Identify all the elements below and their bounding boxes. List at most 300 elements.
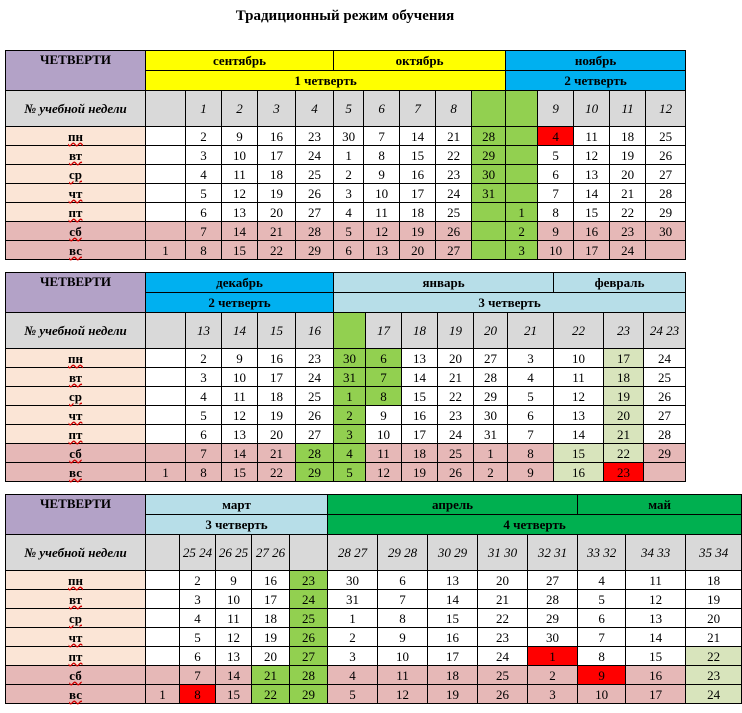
date-cell: 7 xyxy=(508,425,554,444)
date-cell: 20 xyxy=(400,241,436,260)
date-cell: 28 xyxy=(290,666,328,685)
date-cell: 13 xyxy=(626,609,686,628)
week-number: 21 xyxy=(508,313,554,349)
date-cell: 13 xyxy=(428,571,478,590)
date-cell: 26 xyxy=(478,685,528,704)
week-number: 27 26 xyxy=(252,535,290,571)
week-number xyxy=(506,91,538,127)
date-cell xyxy=(146,146,186,165)
date-cell xyxy=(146,609,180,628)
date-cell: 18 xyxy=(610,127,646,146)
date-cell: 21 xyxy=(478,590,528,609)
week-number: 28 27 xyxy=(328,535,378,571)
page-title: Традиционный режим обучения xyxy=(235,8,455,24)
date-cell: 14 xyxy=(400,127,436,146)
date-cell: 6 xyxy=(334,241,364,260)
date-cell: 5 xyxy=(186,406,222,425)
date-cell: 22 xyxy=(258,463,296,482)
date-cell: 16 xyxy=(402,406,438,425)
date-cell: 2 xyxy=(328,628,378,647)
date-cell: 6 xyxy=(180,647,216,666)
date-cell xyxy=(146,127,186,146)
date-cell: 18 xyxy=(428,666,478,685)
week-number xyxy=(146,535,180,571)
quarter-4: 4 четверть xyxy=(328,515,742,535)
date-cell: 6 xyxy=(378,571,428,590)
date-cell: 14 xyxy=(222,444,258,463)
date-cell xyxy=(146,444,186,463)
month-november: ноябрь xyxy=(506,51,686,71)
day-of-week-label: пн xyxy=(6,349,146,368)
day-row xyxy=(6,203,686,222)
date-cell: 7 xyxy=(578,628,626,647)
date-cell: 8 xyxy=(508,444,554,463)
date-cell: 9 xyxy=(222,349,258,368)
week-number: 11 xyxy=(610,91,646,127)
day-row xyxy=(6,146,686,165)
date-cell: 5 xyxy=(180,628,216,647)
date-cell: 21 xyxy=(258,444,296,463)
date-cell: 7 xyxy=(186,444,222,463)
date-cell: 15 xyxy=(400,146,436,165)
date-cell xyxy=(146,590,180,609)
date-cell: 23 xyxy=(610,222,646,241)
date-cell: 2 xyxy=(186,127,222,146)
date-cell: 2 xyxy=(186,349,222,368)
date-cell: 12 xyxy=(626,590,686,609)
week-number: 33 32 xyxy=(578,535,626,571)
date-cell: 6 xyxy=(186,425,222,444)
date-cell: 28 xyxy=(474,368,508,387)
calendar-block-2 xyxy=(5,272,685,482)
week-number: 12 xyxy=(646,91,686,127)
date-cell: 25 xyxy=(646,127,686,146)
date-cell: 1 xyxy=(506,203,538,222)
week-number: 34 33 xyxy=(626,535,686,571)
date-cell: 2 xyxy=(528,666,578,685)
quarter-1: 1 четверть xyxy=(146,71,506,91)
date-cell: 6 xyxy=(538,165,574,184)
date-cell: 20 xyxy=(438,349,474,368)
week-number-label: № учебной недели xyxy=(6,91,146,127)
date-cell: 5 xyxy=(538,146,574,165)
date-cell: 5 xyxy=(334,222,364,241)
date-cell: 29 xyxy=(528,609,578,628)
date-cell: 20 xyxy=(258,425,296,444)
date-cell: 11 xyxy=(216,609,252,628)
week-number: 1 xyxy=(186,91,222,127)
date-cell: 22 xyxy=(252,685,290,704)
week-number: 3 xyxy=(258,91,296,127)
date-cell: 8 xyxy=(180,685,216,704)
date-cell: 23 xyxy=(478,628,528,647)
date-cell: 3 xyxy=(186,368,222,387)
date-cell: 21 xyxy=(604,425,644,444)
date-cell: 25 xyxy=(436,203,472,222)
date-cell: 23 xyxy=(686,666,742,685)
date-cell: 9 xyxy=(378,628,428,647)
date-cell xyxy=(646,241,686,260)
date-cell: 19 xyxy=(258,406,296,425)
date-cell: 11 xyxy=(222,387,258,406)
date-cell: 19 xyxy=(258,184,296,203)
date-cell xyxy=(146,184,186,203)
day-row xyxy=(6,184,686,203)
day-of-week-label: чт xyxy=(6,628,146,647)
day-row xyxy=(6,406,686,425)
date-cell: 24 xyxy=(290,590,328,609)
date-cell: 19 xyxy=(428,685,478,704)
date-cell: 26 xyxy=(646,146,686,165)
date-cell: 17 xyxy=(402,425,438,444)
month-may: май xyxy=(578,495,742,515)
day-row xyxy=(6,444,686,463)
date-cell: 13 xyxy=(364,241,400,260)
date-cell: 19 xyxy=(252,628,290,647)
date-cell xyxy=(146,425,186,444)
day-of-week-label: вс xyxy=(6,241,146,260)
date-cell: 23 xyxy=(296,127,334,146)
week-number: 8 xyxy=(436,91,472,127)
date-cell: 7 xyxy=(186,222,222,241)
date-cell: 20 xyxy=(604,406,644,425)
date-cell: 9 xyxy=(508,463,554,482)
date-cell: 13 xyxy=(574,165,610,184)
date-cell: 25 xyxy=(290,609,328,628)
date-cell: 12 xyxy=(222,406,258,425)
day-of-week-label: пн xyxy=(6,571,146,590)
date-cell: 10 xyxy=(378,647,428,666)
day-row xyxy=(6,349,686,368)
date-cell: 17 xyxy=(626,685,686,704)
date-cell: 28 xyxy=(528,590,578,609)
week-number: 31 30 xyxy=(478,535,528,571)
date-cell xyxy=(146,571,180,590)
date-cell: 29 xyxy=(296,463,334,482)
month-april: апрель xyxy=(328,495,578,515)
date-cell: 24 xyxy=(438,425,474,444)
date-cell: 1 xyxy=(334,146,364,165)
date-cell xyxy=(146,628,180,647)
date-cell: 6 xyxy=(366,349,402,368)
date-cell: 1 xyxy=(334,387,366,406)
date-cell: 14 xyxy=(216,666,252,685)
date-cell: 28 xyxy=(296,444,334,463)
date-cell: 24 xyxy=(436,184,472,203)
date-cell: 4 xyxy=(186,387,222,406)
date-cell: 11 xyxy=(574,127,610,146)
week-number: 18 xyxy=(402,313,438,349)
week-number: 13 xyxy=(186,313,222,349)
month-february: февраль xyxy=(554,273,686,293)
date-cell: 10 xyxy=(538,241,574,260)
date-cell xyxy=(146,349,186,368)
date-cell: 23 xyxy=(296,349,334,368)
day-of-week-label: вс xyxy=(6,685,146,704)
day-row xyxy=(6,647,742,666)
date-cell: 20 xyxy=(252,647,290,666)
date-cell: 17 xyxy=(258,368,296,387)
date-cell: 26 xyxy=(438,463,474,482)
date-cell: 19 xyxy=(604,387,644,406)
date-cell: 11 xyxy=(222,165,258,184)
day-row xyxy=(6,666,742,685)
date-cell xyxy=(506,184,538,203)
date-cell: 2 xyxy=(474,463,508,482)
day-of-week-label: сб xyxy=(6,444,146,463)
date-cell: 9 xyxy=(364,165,400,184)
date-cell: 10 xyxy=(366,425,402,444)
week-number: 9 xyxy=(538,91,574,127)
chetverti-label: ЧЕТВЕРТИ xyxy=(6,273,146,313)
date-cell: 8 xyxy=(364,146,400,165)
date-cell xyxy=(472,203,506,222)
date-cell: 27 xyxy=(474,349,508,368)
date-cell: 17 xyxy=(252,590,290,609)
date-cell xyxy=(146,406,186,425)
date-cell: 17 xyxy=(428,647,478,666)
week-number-label: № учебной недели xyxy=(6,535,146,571)
date-cell: 4 xyxy=(334,444,366,463)
day-row xyxy=(6,165,686,184)
quarter-3: 3 четверть xyxy=(146,515,328,535)
week-number xyxy=(146,313,186,349)
calendar-block-1 xyxy=(5,50,685,260)
day-row xyxy=(6,628,742,647)
day-row xyxy=(6,387,686,406)
date-cell: 21 xyxy=(686,628,742,647)
date-cell: 29 xyxy=(472,146,506,165)
date-cell: 24 xyxy=(610,241,646,260)
date-cell: 27 xyxy=(296,203,334,222)
week-number: 6 xyxy=(364,91,400,127)
date-cell: 16 xyxy=(428,628,478,647)
date-cell: 7 xyxy=(364,127,400,146)
date-cell: 12 xyxy=(554,387,604,406)
date-cell: 30 xyxy=(528,628,578,647)
calendar-table-2 xyxy=(5,272,686,482)
date-cell: 22 xyxy=(478,609,528,628)
date-cell: 12 xyxy=(364,222,400,241)
date-cell: 5 xyxy=(328,685,378,704)
date-cell: 27 xyxy=(436,241,472,260)
week-number: 26 25 xyxy=(216,535,252,571)
date-cell: 22 xyxy=(610,203,646,222)
date-cell xyxy=(146,647,180,666)
date-cell xyxy=(506,146,538,165)
day-row xyxy=(6,368,686,387)
date-cell: 29 xyxy=(646,203,686,222)
date-cell: 24 xyxy=(686,685,742,704)
date-cell: 5 xyxy=(508,387,554,406)
date-cell: 21 xyxy=(258,222,296,241)
date-cell: 28 xyxy=(646,184,686,203)
week-number: 7 xyxy=(400,91,436,127)
week-number: 2 xyxy=(222,91,258,127)
day-of-week-label: пт xyxy=(6,647,146,666)
date-cell: 27 xyxy=(644,406,686,425)
date-cell: 25 xyxy=(438,444,474,463)
week-number: 20 xyxy=(474,313,508,349)
date-cell: 3 xyxy=(334,425,366,444)
date-cell: 3 xyxy=(508,349,554,368)
date-cell: 8 xyxy=(366,387,402,406)
date-cell: 22 xyxy=(438,387,474,406)
date-cell: 7 xyxy=(180,666,216,685)
date-cell: 19 xyxy=(400,222,436,241)
date-cell: 29 xyxy=(644,444,686,463)
date-cell: 2 xyxy=(180,571,216,590)
date-cell: 23 xyxy=(604,463,644,482)
date-cell: 12 xyxy=(222,184,258,203)
date-cell: 1 xyxy=(146,685,180,704)
date-cell: 18 xyxy=(604,368,644,387)
day-of-week-label: сб xyxy=(6,666,146,685)
date-cell: 26 xyxy=(296,406,334,425)
week-number xyxy=(334,313,366,349)
date-cell: 25 xyxy=(478,666,528,685)
chetverti-label: ЧЕТВЕРТИ xyxy=(6,51,146,91)
calendar-table-3 xyxy=(5,494,742,704)
date-cell: 8 xyxy=(578,647,626,666)
date-cell: 21 xyxy=(252,666,290,685)
date-cell: 26 xyxy=(436,222,472,241)
day-row xyxy=(6,425,686,444)
date-cell: 3 xyxy=(528,685,578,704)
date-cell: 2 xyxy=(334,406,366,425)
date-cell: 9 xyxy=(216,571,252,590)
date-cell: 22 xyxy=(436,146,472,165)
month-october: октябрь xyxy=(334,51,506,71)
date-cell: 22 xyxy=(686,647,742,666)
date-cell xyxy=(146,387,186,406)
date-cell: 25 xyxy=(296,387,334,406)
date-cell: 31 xyxy=(474,425,508,444)
date-cell: 13 xyxy=(216,647,252,666)
day-of-week-label: пн xyxy=(6,127,146,146)
quarter-2: 2 четверть xyxy=(146,293,334,313)
date-cell: 18 xyxy=(252,609,290,628)
date-cell: 14 xyxy=(222,222,258,241)
date-cell: 11 xyxy=(378,666,428,685)
date-cell: 26 xyxy=(296,184,334,203)
date-cell: 13 xyxy=(402,349,438,368)
week-number: 23 xyxy=(604,313,644,349)
day-row xyxy=(6,127,686,146)
date-cell: 19 xyxy=(402,463,438,482)
week-number: 17 xyxy=(366,313,402,349)
date-cell: 15 xyxy=(216,685,252,704)
date-cell: 11 xyxy=(364,203,400,222)
date-cell: 12 xyxy=(378,685,428,704)
month-march: март xyxy=(146,495,328,515)
date-cell: 2 xyxy=(506,222,538,241)
quarter-3: 3 четверть xyxy=(334,293,686,313)
date-cell: 6 xyxy=(508,406,554,425)
week-number: 15 xyxy=(258,313,296,349)
week-number: 25 24 xyxy=(180,535,216,571)
day-of-week-label: вс xyxy=(6,463,146,482)
date-cell: 20 xyxy=(478,571,528,590)
date-cell: 20 xyxy=(610,165,646,184)
date-cell: 23 xyxy=(436,165,472,184)
day-of-week-label: пт xyxy=(6,203,146,222)
date-cell: 13 xyxy=(554,406,604,425)
week-number: 14 xyxy=(222,313,258,349)
date-cell: 4 xyxy=(334,203,364,222)
date-cell: 7 xyxy=(538,184,574,203)
date-cell: 23 xyxy=(438,406,474,425)
week-number xyxy=(290,535,328,571)
date-cell: 8 xyxy=(186,463,222,482)
date-cell: 10 xyxy=(216,590,252,609)
date-cell: 4 xyxy=(508,368,554,387)
date-cell: 5 xyxy=(334,463,366,482)
date-cell: 24 xyxy=(478,647,528,666)
week-number: 10 xyxy=(574,91,610,127)
date-cell xyxy=(472,222,506,241)
date-cell xyxy=(146,165,186,184)
date-cell: 15 xyxy=(428,609,478,628)
date-cell: 6 xyxy=(186,203,222,222)
week-number: 32 31 xyxy=(528,535,578,571)
date-cell: 10 xyxy=(578,685,626,704)
date-cell: 1 xyxy=(146,241,186,260)
date-cell: 18 xyxy=(400,203,436,222)
date-cell: 18 xyxy=(402,444,438,463)
date-cell: 15 xyxy=(574,203,610,222)
date-cell: 3 xyxy=(334,184,364,203)
date-cell: 18 xyxy=(258,165,296,184)
date-cell xyxy=(146,203,186,222)
date-cell: 29 xyxy=(474,387,508,406)
date-cell: 15 xyxy=(626,647,686,666)
date-cell: 27 xyxy=(290,647,328,666)
date-cell: 28 xyxy=(296,222,334,241)
date-cell: 30 xyxy=(334,349,366,368)
date-cell: 16 xyxy=(554,463,604,482)
date-cell: 18 xyxy=(258,387,296,406)
date-cell: 9 xyxy=(222,127,258,146)
date-cell: 30 xyxy=(646,222,686,241)
week-number: 22 xyxy=(554,313,604,349)
date-cell: 11 xyxy=(554,368,604,387)
date-cell: 11 xyxy=(626,571,686,590)
date-cell: 13 xyxy=(222,203,258,222)
week-number-label: № учебной недели xyxy=(6,313,146,349)
date-cell: 4 xyxy=(538,127,574,146)
date-cell: 10 xyxy=(222,146,258,165)
day-of-week-label: сб xyxy=(6,222,146,241)
date-cell: 12 xyxy=(216,628,252,647)
date-cell: 1 xyxy=(328,609,378,628)
date-cell: 11 xyxy=(366,444,402,463)
day-of-week-label: вт xyxy=(6,146,146,165)
date-cell: 24 xyxy=(296,368,334,387)
date-cell: 17 xyxy=(604,349,644,368)
date-cell: 23 xyxy=(290,571,328,590)
week-number: 30 29 xyxy=(428,535,478,571)
month-september: сентябрь xyxy=(146,51,334,71)
date-cell: 19 xyxy=(610,146,646,165)
date-cell: 3 xyxy=(328,647,378,666)
date-cell: 20 xyxy=(686,609,742,628)
date-cell: 5 xyxy=(578,590,626,609)
date-cell: 31 xyxy=(472,184,506,203)
date-cell: 16 xyxy=(258,127,296,146)
date-cell: 3 xyxy=(506,241,538,260)
date-cell: 21 xyxy=(438,368,474,387)
